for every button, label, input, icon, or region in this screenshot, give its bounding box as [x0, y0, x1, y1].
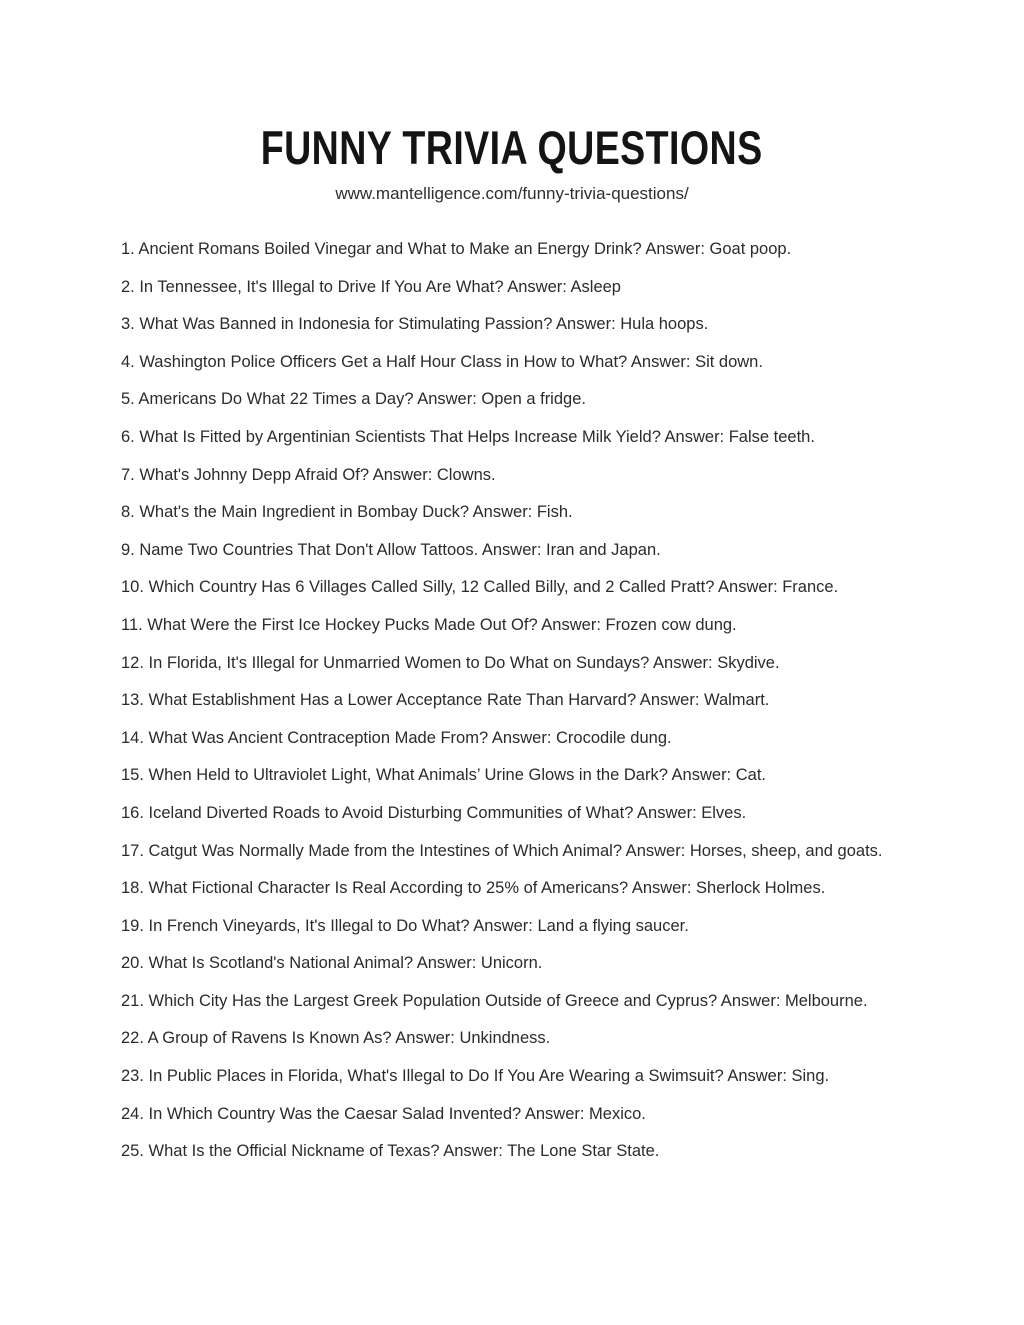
trivia-question: 23. In Public Places in Florida, What's Illegal to Do If You Are Wearing a Swimsuit? Answer: Sing. — [121, 1067, 830, 1086]
trivia-question: 19. In French Vineyards, It's Illegal to Do What? Answer: Land a flying saucer. — [121, 916, 689, 935]
trivia-question: 12. In Florida, It's Illegal for Unmarried Women to Do What on Sundays? Answer: Skydive. — [121, 653, 780, 672]
trivia-question: 10. Which Country Has 6 Villages Called Silly, 12 Called Billy, and 2 Called Pratt? Answer: France. — [121, 578, 839, 597]
trivia-question: 11. What Were the First Ice Hockey Pucks Made Out Of? Answer: Frozen cow dung. — [121, 615, 737, 634]
trivia-question: 2. In Tennessee, It's Illegal to Drive If You Are What? Answer: Asleep — [121, 277, 621, 296]
trivia-question-list — [121, 241, 883, 1181]
trivia-question: 7. What's Johnny Depp Afraid Of? Answer: Clowns. — [121, 465, 496, 484]
trivia-question: 16. Iceland Diverted Roads to Avoid Disturbing Communities of What? Answer: Elves. — [121, 803, 747, 822]
trivia-question: 1. Ancient Romans Boiled Vinegar and What to Make an Energy Drink? Answer: Goat poop. — [121, 240, 792, 258]
page-title-text: FUNNY TRIVIA QUESTIONS — [261, 121, 763, 174]
trivia-question: 22. A Group of Ravens Is Known As? Answer: Unkindness. — [121, 1029, 551, 1048]
trivia-question: 21. Which City Has the Largest Greek Population Outside of Greece and Cyprus? Answer: Melbourne. — [121, 991, 868, 1010]
source-url: www.mantelligence.com/funny-trivia-questions/ — [335, 184, 689, 204]
trivia-question: 6. What Is Fitted by Argentinian Scientists That Helps Increase Milk Yield? Answer: False teeth. — [121, 427, 815, 446]
trivia-question: 4. Washington Police Officers Get a Half Hour Class in How to What? Answer: Sit down. — [121, 352, 763, 371]
trivia-question: 25. What Is the Official Nickname of Texas? Answer: The Lone Star State. — [121, 1142, 660, 1161]
trivia-question: 9. Name Two Countries That Don't Allow Tattoos. Answer: Iran and Japan. — [121, 540, 661, 559]
trivia-question: 24. In Which Country Was the Caesar Salad Invented? Answer: Mexico. — [121, 1104, 646, 1123]
trivia-question: 18. What Fictional Character Is Real According to 25% of Americans? Answer: Sherlock Holmes. — [121, 879, 826, 898]
trivia-question: 14. What Was Ancient Contraception Made From? Answer: Crocodile dung. — [121, 728, 672, 747]
trivia-question: 20. What Is Scotland's National Animal? Answer: Unicorn. — [121, 954, 543, 973]
trivia-question: 8. What's the Main Ingredient in Bombay Duck? Answer: Fish. — [121, 503, 573, 522]
trivia-question: 13. What Establishment Has a Lower Acceptance Rate Than Harvard? Answer: Walmart. — [121, 691, 770, 710]
document-header — [0, 0, 1024, 205]
page-title — [0, 120, 1024, 176]
trivia-question: 3. What Was Banned in Indonesia for Stimulating Passion? Answer: Hula hoops. — [121, 315, 709, 334]
trivia-question: 15. When Held to Ultraviolet Light, What Animals’ Urine Glows in the Dark? Answer: Cat. — [121, 766, 766, 785]
trivia-question: 17. Catgut Was Normally Made from the Intestines of Which Animal? Answer: Horses, sheep, and goats. — [121, 841, 883, 860]
trivia-question: 5. Americans Do What 22 Times a Day? Answer: Open a fridge. — [121, 390, 586, 409]
